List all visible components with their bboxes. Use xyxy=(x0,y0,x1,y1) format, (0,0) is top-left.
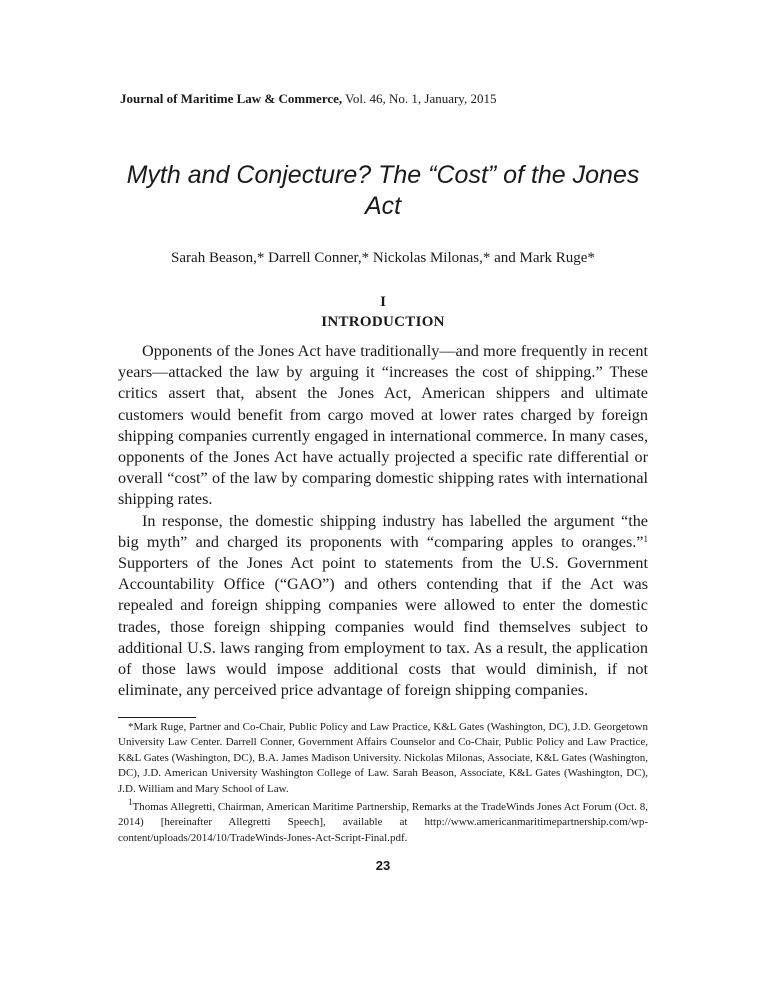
footnote-ref-1[interactable]: 1 xyxy=(643,533,648,544)
footnote-1-text: Thomas Allegretti, Chairman, American Maritime Partnership, Remarks at the TradeWinds Jones Act Forum (Oct. 8, 2014) [hereinafter Allegretti Speech], available at http://www.americanmaritimepartnership.com/wp-content/uploads/2014/10/TradeWinds-Jones-Act-Script-Final.pdf. xyxy=(118,801,648,844)
journal-issue: Vol. 46, No. 1, January, 2015 xyxy=(342,91,497,106)
footnotes xyxy=(118,720,648,849)
body-paragraph-1: Opponents of the Jones Act have traditionally—and more frequently in recent years—attacked the law by arguing it “increases the cost of shipping.” These critics assert that, absent the Jones Act, American shippers and ultimate customers would benefit from cargo moved at lower rates charged by foreign shipping companies currently engaged in international commerce. In many cases, opponents of the Jones Act have actually projected a specific rate differential or overall “cost” of the law by comparing domestic shipping rates with international shipping rates. xyxy=(118,342,648,509)
section-heading: INTRODUCTION xyxy=(321,314,445,330)
paragraph-2-text-a: In response, the domestic shipping industry has labelled the argument “the big myth” and charged its proponents with “comparing apples to oranges.” xyxy=(118,511,648,551)
page-number: 23 xyxy=(375,858,391,873)
footnote-1 xyxy=(118,797,648,846)
journal-name: Journal of Maritime Law & Commerce, xyxy=(120,91,343,106)
article-body xyxy=(118,341,648,701)
body-paragraph-2 xyxy=(118,511,648,702)
author-list: Sarah Beason,* Darrell Conner,* Nickolas Milonas,* and Mark Ruge* xyxy=(171,250,595,266)
journal-citation xyxy=(120,91,496,107)
author-footnote: *Mark Ruge, Partner and Co-Chair, Public Policy and Law Practice, K&L Gates (Washington, DC), J.D. Georgetown University Law Center. Darrell Conner, Government Affairs Counselor and Co-Chair, Public Policy and Law Practice, K&L Gates (Washington, DC), B.A. James Madison University. Nickolas Milonas, Associate, K&L Gates (Washington, DC), J.D. American University Washington College of Law. Sarah Beason, Associate, K&L Gates (Washington, DC), J.D. William and Mary School of Law. xyxy=(118,721,648,795)
footnote-divider xyxy=(118,717,196,718)
paragraph-2-text-b: Supporters of the Jones Act point to statements from the U.S. Government Accountability Office (“GAO”) and others contending that if the Act was repealed and foreign shipping companies were allowed to enter the domestic trades, those foreign shipping companies would find themselves subject to additional U.S. laws ranging from employment to tax. As a result, the application of those laws would impose additional costs that would diminish, if not eliminate, any perceived price advantage of foreign shipping companies. xyxy=(118,554,648,700)
footnote-1-marker: 1 xyxy=(128,797,133,808)
section-number: I xyxy=(380,294,386,310)
article-title: Myth and Conjecture? The “Cost” of the Jones Act xyxy=(126,161,640,220)
